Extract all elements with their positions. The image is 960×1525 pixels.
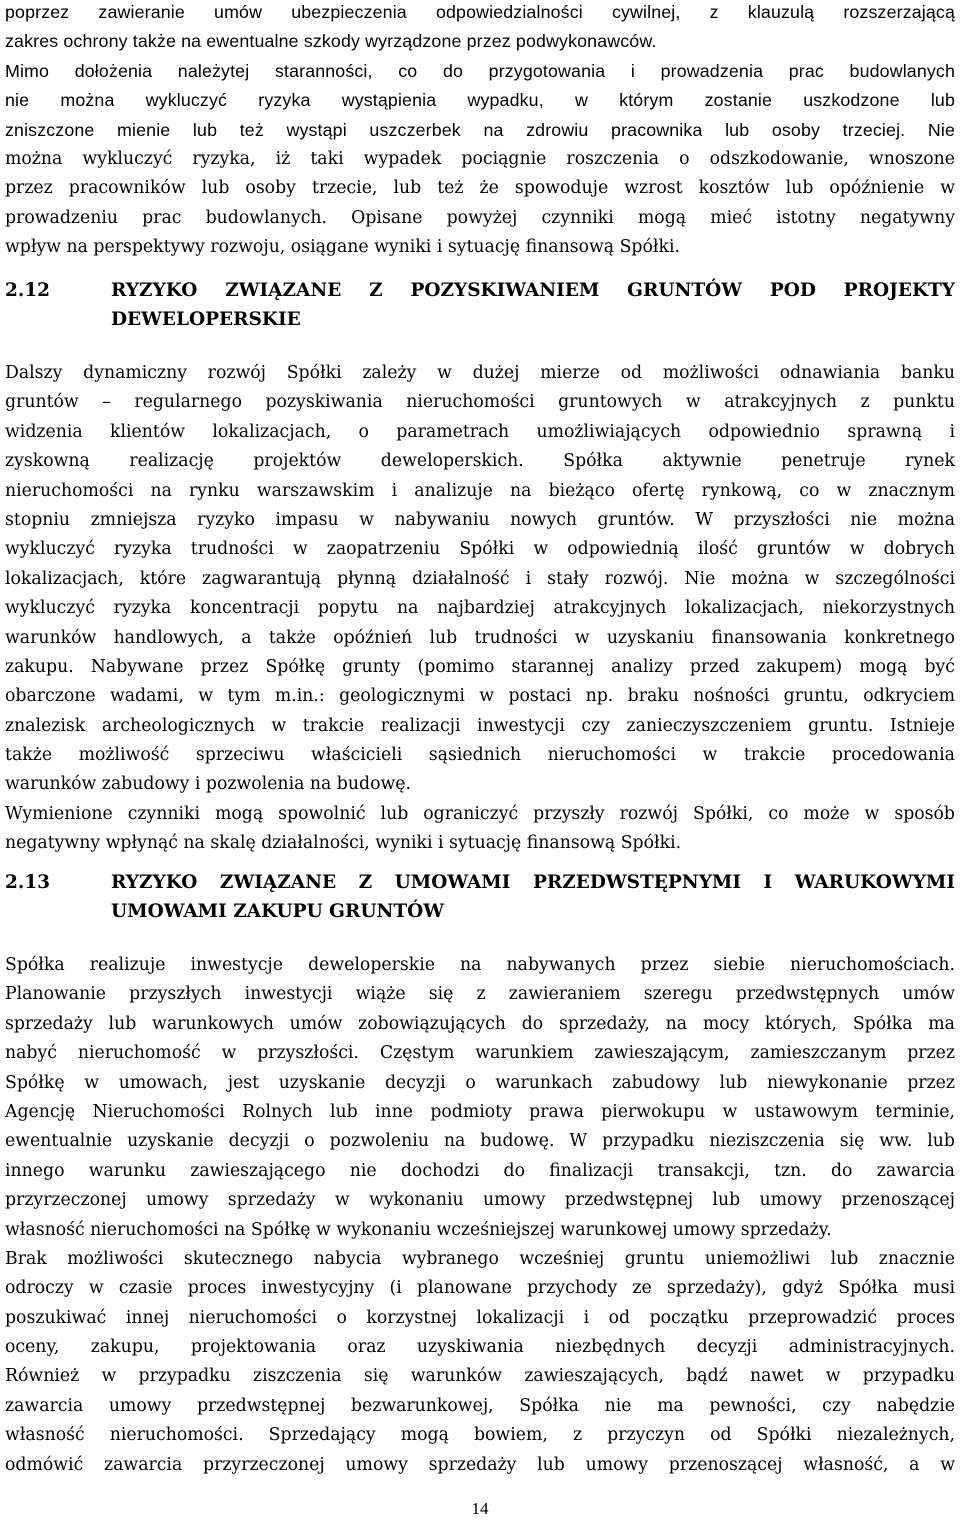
text-line: nie można wykluczyć ryzyka wystąpienia wypadku, w którym zostanie uszkodzone lub (5, 90, 955, 111)
text-line: odroczy w czasie proces inwestycyjny (i planowane przychody ze sprzedaży), gdyż Spółka musi (5, 1278, 955, 1299)
section-title-line: RYZYKO ZWIĄZANE Z POZYSKIWANIEM GRUNTÓW POD PROJEKTY (111, 280, 955, 301)
text-line: Również w przypadku ziszczenia się warunków zawieszających, bądź nawet w przypadku (5, 1366, 955, 1387)
text-line: stopniu zmniejsza ryzyko impasu w nabywaniu nowych gruntów. W przyszłości nie można (5, 509, 955, 530)
intro-paragraph (5, 0, 955, 263)
text-line: poszukiwać innej nieruchomości o korzystnej lokalizacji i od początku przeprowadzić proces (5, 1307, 955, 1328)
text-line: wpływ na perspektywy rozwoju, osiągane wyniki i sytuację finansową Spółki. (5, 237, 680, 258)
text-line: poprzez zawieranie umów ubezpieczenia odpowiedzialności cywilnej, z klauzulą rozszerzającą (5, 2, 955, 22)
section-title-line: UMOWAMI ZAKUPU GRUNTÓW (111, 901, 445, 922)
text-line: prowadzeniu prac budowlanych. Opisane powyżej czynniki mogą mieć istotny negatywny (5, 207, 955, 228)
text-line: warunków handlowych, a także opóźnień lub trudności w uzyskaniu finansowania konkretnego (5, 627, 955, 648)
text-line: Spółka realizuje inwestycje deweloperskie na nabywanych przez siebie nieruchomościach. (5, 955, 955, 975)
section-heading-2-13 (5, 868, 955, 926)
text-line: własność nieruchomości na Spółkę w wykonaniu wcześniejszej warunkowej umowy sprzedaży. (5, 1219, 832, 1240)
text-line: zakres ochrony także na ewentualne szkody wyrządzone przez podwykonawców. (5, 31, 657, 52)
text-line: przyrzeczonej umowy sprzedaży w wykonaniu umowy przedwstępnej lub umowy przenoszącej (5, 1190, 955, 1211)
page-number: 14 (471, 1499, 489, 1518)
section-heading-2-12 (5, 276, 955, 334)
text-line: Spółkę w umowach, jest uzyskanie decyzji o warunkach zabudowy lub niewykonanie przez (5, 1072, 955, 1093)
section-body-2-12 (5, 359, 955, 859)
text-line: własność nieruchomości. Sprzedający mogą bowiem, z przyczyn od Spółki niezależnych, (5, 1425, 955, 1446)
text-line: innego warunku zawieszającego nie dochodzi do finalizacji transakcji, tzn. do zawarcia (5, 1160, 955, 1181)
text-line: Dalszy dynamiczny rozwój Spółki zależy w dużej mierze od możliwości odnawiania banku (5, 363, 955, 383)
text-line: nieruchomości na rynku warszawskim i analizuje na bieżąco ofertę rynkową, co w znacznym (5, 480, 955, 501)
text-line: widzenia klientów lokalizacjach, o parametrach umożliwiających odpowiednio sprawną i (5, 421, 955, 442)
text-line: negatywny wpłynąć na skalę działalności, wyniki i sytuację finansową Spółki. (5, 833, 682, 854)
text-line: nabyć nieruchomość w przyszłości. Częstym warunkiem zawieszającym, zamieszczanym przez (5, 1043, 955, 1064)
text-line: Planowanie przyszłych inwestycji wiąże się z zawieraniem szeregu przedwstępnych umów (5, 984, 955, 1005)
text-line: Agencję Nieruchomości Rolnych lub inne podmioty prawa pierwokupu w ustawowym terminie, (5, 1101, 955, 1122)
text-line: gruntów – regularnego pozyskiwania nieruchomości gruntowych w atrakcyjnych z punktu (5, 392, 955, 413)
text-line: znalezisk archeologicznych w trakcie realizacji inwestycji czy zanieczyszczeniem gruntu. Istnieje (5, 715, 955, 736)
section-number: 2.12 (5, 280, 51, 301)
text-line: obarczone wadami, w tym m.in.: geologicznymi w postaci np. braku nośności gruntu, odkryciem (5, 686, 955, 707)
text-line: także możliwość sprzeciwu właścicieli sąsiednich nieruchomości w trakcie procedowania (5, 745, 955, 766)
text-line: można wykluczyć ryzyka, iż taki wypadek pociągnie roszczenia o odszkodowanie, wnoszone (5, 148, 955, 169)
text-line: zyskowną realizację projektów deweloperskich. Spółka aktywnie penetruje rynek (5, 451, 955, 472)
text-line: zawarcia umowy przedwstępnej bezwarunkowej, Spółka nie ma pewności, czy nabędzie (5, 1395, 955, 1416)
text-line: Mimo dołożenia należytej staranności, co do przygotowania i prowadzenia prac budowlanych (5, 60, 955, 81)
text-line: sprzedaży lub warunkowych umów zobowiązujących do sprzedaży, na mocy których, Spółka ma (5, 1013, 955, 1034)
section-title-line: DEWELOPERSKIE (111, 309, 301, 330)
text-line: Brak możliwości skutecznego nabycia wybranego wcześniej gruntu uniemożliwi lub znacznie (5, 1248, 955, 1269)
text-line: zniszczone mienie lub też wystąpi uszczerbek na zdrowiu pracownika lub osoby trzeciej. Nie (5, 119, 955, 140)
text-line: zakupu. Nabywane przez Spółkę grunty (pomimo starannej analizy przed zakupem) mogą być (5, 656, 955, 677)
text-line: lokalizacjach, które zagwarantują płynną działalność i stały rozwój. Nie można w szczególności (5, 568, 955, 589)
section-body-2-13 (5, 951, 955, 1480)
section-title-line: RYZYKO ZWIĄZANE Z UMOWAMI PRZEDWSTĘPNYMI I WARUKOWYMI (111, 872, 955, 893)
text-line: wykluczyć ryzyka koncentracji popytu na najbardziej atrakcyjnych lokalizacjach, niekorzystnych (5, 598, 955, 619)
text-line: warunków zabudowy i pozwolenia na budowę. (5, 774, 411, 795)
text-line: odmówić zawarcia przyrzeczonej umowy sprzedaży lub umowy przenoszącej własność, a w (5, 1454, 955, 1475)
text-line: przez pracowników lub osoby trzecie, lub też że spowoduje wzrost kosztów lub opóźnienie w (5, 178, 955, 199)
text-line: ewentualnie uzyskanie decyzji o pozwoleniu na budowę. W przypadku nieziszczenia się ww. lub (5, 1131, 955, 1152)
text-line: wykluczyć ryzyka trudności w zaopatrzeniu Spółki w odpowiednią ilość gruntów w dobrych (5, 539, 955, 560)
text-line: Wymienione czynniki mogą spowolnić lub ograniczyć przyszły rozwój Spółki, co może w sposób (5, 803, 955, 824)
text-line: oceny, zakupu, projektowania oraz uzyskiwania niezbędnych decyzji administracyjnych. (5, 1337, 955, 1358)
section-number: 2.13 (5, 872, 51, 893)
